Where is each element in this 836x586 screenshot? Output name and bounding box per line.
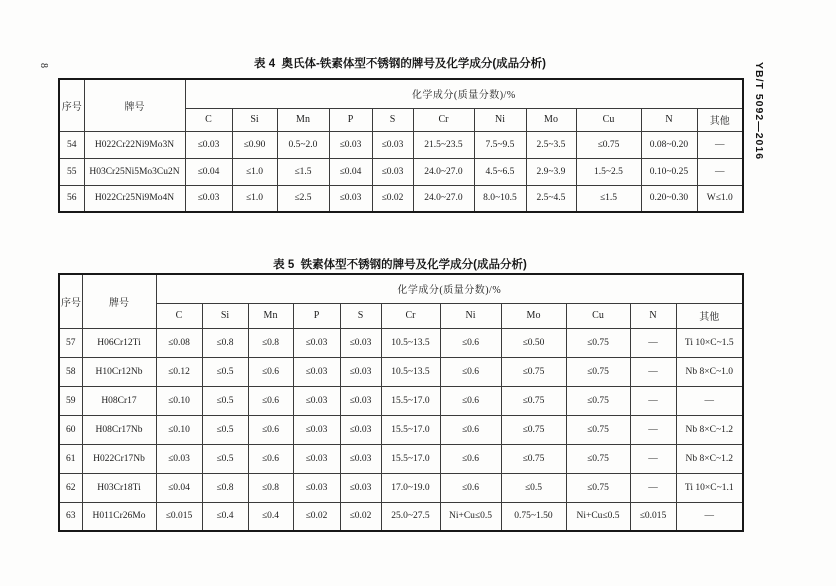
cell-other: — bbox=[676, 386, 743, 415]
cell-N: ≤0.015 bbox=[630, 502, 676, 531]
table-row bbox=[59, 185, 743, 212]
cell-Cr: 25.0~27.5 bbox=[381, 502, 440, 531]
cell-Cu: Ni+Cu≤0.5 bbox=[566, 502, 630, 531]
cell-index: 62 bbox=[59, 473, 82, 502]
standard-code: YB/T 5092—2016 bbox=[753, 62, 765, 161]
cell-Cu: ≤0.75 bbox=[566, 357, 630, 386]
cell-Mn: 0.5~2.0 bbox=[277, 131, 329, 158]
element-column-header: C bbox=[156, 303, 202, 328]
grade-column-header: 牌号 bbox=[84, 79, 185, 131]
table-row bbox=[59, 473, 743, 502]
cell-Cr: 10.5~13.5 bbox=[381, 357, 440, 386]
cell-Ni: 7.5~9.5 bbox=[474, 131, 526, 158]
chemical-composition-group-header: 化学成分(质量分数)/% bbox=[156, 274, 743, 303]
cell-other: Nb 8×C~1.2 bbox=[676, 444, 743, 473]
element-column-header: Ni bbox=[474, 108, 526, 131]
cell-grade: H022Cr22Ni9Mo3N bbox=[84, 131, 185, 158]
cell-S: ≤0.03 bbox=[340, 444, 381, 473]
cell-Cr: 21.5~23.5 bbox=[413, 131, 474, 158]
cell-Si: ≤0.5 bbox=[202, 386, 248, 415]
cell-other: Nb 8×C~1.2 bbox=[676, 415, 743, 444]
cell-other: Ti 10×C~1.5 bbox=[676, 328, 743, 357]
cell-Mo: 0.75~1.50 bbox=[501, 502, 566, 531]
cell-N: — bbox=[630, 473, 676, 502]
cell-grade: H06Cr12Ti bbox=[82, 328, 156, 357]
table-row bbox=[59, 158, 743, 185]
cell-index: 55 bbox=[59, 158, 84, 185]
cell-Ni: ≤0.6 bbox=[440, 386, 501, 415]
cell-C: ≤0.12 bbox=[156, 357, 202, 386]
table5-title: 表 5 铁素体型不锈钢的牌号及化学成分(成品分析) bbox=[273, 259, 527, 271]
cell-Ni: 4.5~6.5 bbox=[474, 158, 526, 185]
cell-Cu: ≤0.75 bbox=[566, 444, 630, 473]
element-column-header: Mo bbox=[501, 303, 566, 328]
cell-Ni: ≤0.6 bbox=[440, 328, 501, 357]
grade-column-header: 牌号 bbox=[82, 274, 156, 328]
cell-Mn: ≤0.8 bbox=[248, 473, 293, 502]
table-row bbox=[59, 328, 743, 357]
cell-N: 0.20~0.30 bbox=[641, 185, 697, 212]
cell-C: ≤0.04 bbox=[156, 473, 202, 502]
cell-Mo: ≤0.75 bbox=[501, 444, 566, 473]
cell-C: ≤0.03 bbox=[185, 131, 232, 158]
cell-Mo: ≤0.75 bbox=[501, 386, 566, 415]
cell-other: W≤1.0 bbox=[697, 185, 743, 212]
cell-N: — bbox=[630, 444, 676, 473]
cell-index: 59 bbox=[59, 386, 82, 415]
cell-Ni: ≤0.6 bbox=[440, 444, 501, 473]
cell-P: ≤0.03 bbox=[293, 328, 340, 357]
cell-grade: H08Cr17Nb bbox=[82, 415, 156, 444]
cell-Cu: ≤0.75 bbox=[566, 328, 630, 357]
cell-Cu: 1.5~2.5 bbox=[576, 158, 641, 185]
element-column-header: Mn bbox=[277, 108, 329, 131]
cell-Mn: ≤1.5 bbox=[277, 158, 329, 185]
cell-index: 61 bbox=[59, 444, 82, 473]
cell-P: ≤0.03 bbox=[329, 185, 372, 212]
cell-S: ≤0.02 bbox=[372, 185, 413, 212]
cell-P: ≤0.03 bbox=[293, 386, 340, 415]
cell-S: ≤0.03 bbox=[340, 473, 381, 502]
page-number: 8 bbox=[38, 63, 49, 68]
cell-N: — bbox=[630, 415, 676, 444]
cell-N: — bbox=[630, 328, 676, 357]
cell-N: 0.08~0.20 bbox=[641, 131, 697, 158]
cell-Cu: ≤0.75 bbox=[566, 386, 630, 415]
element-column-header: Cu bbox=[576, 108, 641, 131]
cell-C: ≤0.03 bbox=[156, 444, 202, 473]
cell-Mn: ≤0.6 bbox=[248, 415, 293, 444]
cell-Mn: ≤2.5 bbox=[277, 185, 329, 212]
table5-header-row-2 bbox=[59, 303, 743, 328]
cell-index: 54 bbox=[59, 131, 84, 158]
cell-P: ≤0.03 bbox=[293, 444, 340, 473]
element-column-header: 其他 bbox=[697, 108, 743, 131]
cell-S: ≤0.03 bbox=[340, 386, 381, 415]
cell-P: ≤0.03 bbox=[293, 473, 340, 502]
element-column-header: Cr bbox=[381, 303, 440, 328]
cell-Mo: ≤0.50 bbox=[501, 328, 566, 357]
element-column-header: 其他 bbox=[676, 303, 743, 328]
cell-Mn: ≤0.6 bbox=[248, 444, 293, 473]
cell-Cr: 15.5~17.0 bbox=[381, 415, 440, 444]
cell-Cu: ≤0.75 bbox=[566, 415, 630, 444]
cell-index: 57 bbox=[59, 328, 82, 357]
table-row bbox=[59, 444, 743, 473]
element-column-header: N bbox=[630, 303, 676, 328]
cell-Si: ≤0.4 bbox=[202, 502, 248, 531]
cell-Ni: 8.0~10.5 bbox=[474, 185, 526, 212]
table-row bbox=[59, 357, 743, 386]
cell-index: 56 bbox=[59, 185, 84, 212]
cell-Cu: ≤0.75 bbox=[576, 131, 641, 158]
cell-Mn: ≤0.6 bbox=[248, 357, 293, 386]
cell-grade: H03Cr25Ni5Mo3Cu2N bbox=[84, 158, 185, 185]
cell-C: ≤0.10 bbox=[156, 386, 202, 415]
cell-grade: H022Cr17Nb bbox=[82, 444, 156, 473]
element-column-header: Mn bbox=[248, 303, 293, 328]
element-column-header: P bbox=[329, 108, 372, 131]
cell-Cr: 15.5~17.0 bbox=[381, 444, 440, 473]
cell-Si: ≤1.0 bbox=[232, 158, 277, 185]
table4-austenitic-ferritic-steels bbox=[58, 78, 744, 213]
cell-Cr: 24.0~27.0 bbox=[413, 158, 474, 185]
element-column-header: N bbox=[641, 108, 697, 131]
cell-Si: ≤0.5 bbox=[202, 444, 248, 473]
cell-Mn: ≤0.8 bbox=[248, 328, 293, 357]
cell-S: ≤0.03 bbox=[340, 415, 381, 444]
cell-Mo: ≤0.75 bbox=[501, 357, 566, 386]
cell-S: ≤0.03 bbox=[372, 131, 413, 158]
cell-Cu: ≤1.5 bbox=[576, 185, 641, 212]
element-column-header: Si bbox=[232, 108, 277, 131]
chemical-composition-group-header: 化学成分(质量分数)/% bbox=[185, 79, 743, 108]
element-column-header: Si bbox=[202, 303, 248, 328]
index-column-header: 序号 bbox=[59, 79, 84, 131]
cell-Mn: ≤0.6 bbox=[248, 386, 293, 415]
cell-P: ≤0.02 bbox=[293, 502, 340, 531]
cell-Cr: 24.0~27.0 bbox=[413, 185, 474, 212]
cell-S: ≤0.03 bbox=[340, 357, 381, 386]
cell-grade: H10Cr12Nb bbox=[82, 357, 156, 386]
cell-Mo: 2.9~3.9 bbox=[526, 158, 576, 185]
cell-C: ≤0.03 bbox=[185, 185, 232, 212]
element-column-header: Mo bbox=[526, 108, 576, 131]
cell-S: ≤0.03 bbox=[372, 158, 413, 185]
cell-N: 0.10~0.25 bbox=[641, 158, 697, 185]
cell-other: Nb 8×C~1.0 bbox=[676, 357, 743, 386]
cell-N: — bbox=[630, 386, 676, 415]
cell-Cr: 17.0~19.0 bbox=[381, 473, 440, 502]
element-column-header: Cr bbox=[413, 108, 474, 131]
index-column-header: 序号 bbox=[59, 274, 82, 328]
cell-other: — bbox=[676, 502, 743, 531]
cell-Mo: ≤0.5 bbox=[501, 473, 566, 502]
cell-N: — bbox=[630, 357, 676, 386]
cell-Si: ≤0.8 bbox=[202, 473, 248, 502]
cell-Mo: ≤0.75 bbox=[501, 415, 566, 444]
table5-header-row-1 bbox=[59, 274, 743, 303]
element-column-header: P bbox=[293, 303, 340, 328]
cell-other: — bbox=[697, 158, 743, 185]
cell-Cr: 15.5~17.0 bbox=[381, 386, 440, 415]
cell-C: ≤0.08 bbox=[156, 328, 202, 357]
element-column-header: Ni bbox=[440, 303, 501, 328]
cell-Mn: ≤0.4 bbox=[248, 502, 293, 531]
cell-C: ≤0.015 bbox=[156, 502, 202, 531]
cell-C: ≤0.10 bbox=[156, 415, 202, 444]
cell-Ni: Ni+Cu≤0.5 bbox=[440, 502, 501, 531]
table-row bbox=[59, 502, 743, 531]
element-column-header: S bbox=[340, 303, 381, 328]
cell-index: 60 bbox=[59, 415, 82, 444]
cell-Cu: ≤0.75 bbox=[566, 473, 630, 502]
cell-Cr: 10.5~13.5 bbox=[381, 328, 440, 357]
table5-ferritic-steels bbox=[58, 273, 744, 532]
cell-Mo: 2.5~3.5 bbox=[526, 131, 576, 158]
cell-Mo: 2.5~4.5 bbox=[526, 185, 576, 212]
cell-grade: H022Cr25Ni9Mo4N bbox=[84, 185, 185, 212]
cell-Si: ≤1.0 bbox=[232, 185, 277, 212]
cell-S: ≤0.02 bbox=[340, 502, 381, 531]
element-column-header: Cu bbox=[566, 303, 630, 328]
table-row bbox=[59, 415, 743, 444]
cell-P: ≤0.04 bbox=[329, 158, 372, 185]
cell-P: ≤0.03 bbox=[329, 131, 372, 158]
element-column-header: C bbox=[185, 108, 232, 131]
cell-P: ≤0.03 bbox=[293, 357, 340, 386]
cell-Ni: ≤0.6 bbox=[440, 473, 501, 502]
cell-S: ≤0.03 bbox=[340, 328, 381, 357]
cell-index: 63 bbox=[59, 502, 82, 531]
cell-Si: ≤0.8 bbox=[202, 328, 248, 357]
cell-Si: ≤0.5 bbox=[202, 357, 248, 386]
cell-C: ≤0.04 bbox=[185, 158, 232, 185]
cell-grade: H011Cr26Mo bbox=[82, 502, 156, 531]
table-row bbox=[59, 386, 743, 415]
cell-grade: H03Cr18Ti bbox=[82, 473, 156, 502]
cell-other: Ti 10×C~1.1 bbox=[676, 473, 743, 502]
table4-header-row-1 bbox=[59, 79, 743, 108]
cell-other: — bbox=[697, 131, 743, 158]
cell-index: 58 bbox=[59, 357, 82, 386]
cell-Si: ≤0.5 bbox=[202, 415, 248, 444]
cell-grade: H08Cr17 bbox=[82, 386, 156, 415]
table-row bbox=[59, 131, 743, 158]
table4-title: 表 4 奥氏体-铁素体型不锈钢的牌号及化学成分(成品分析) bbox=[254, 58, 546, 70]
cell-Si: ≤0.90 bbox=[232, 131, 277, 158]
element-column-header: S bbox=[372, 108, 413, 131]
cell-Ni: ≤0.6 bbox=[440, 415, 501, 444]
cell-P: ≤0.03 bbox=[293, 415, 340, 444]
cell-Ni: ≤0.6 bbox=[440, 357, 501, 386]
